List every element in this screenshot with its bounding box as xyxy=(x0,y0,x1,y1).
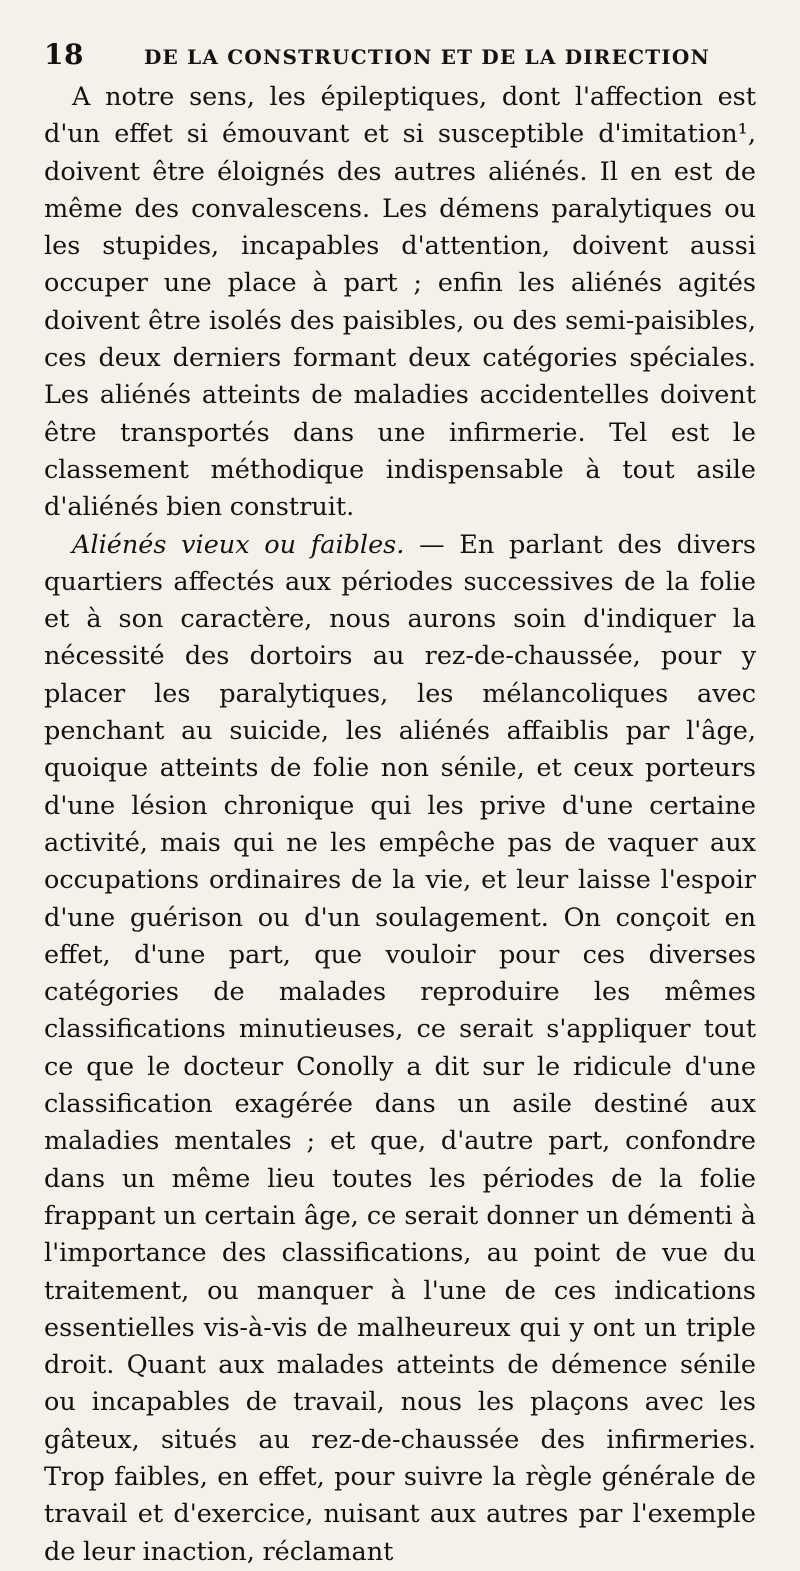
section-heading-aliénés-vieux: Aliénés vieux ou faibles. xyxy=(72,529,405,560)
paragraph-2 xyxy=(44,527,756,1571)
page-number: 18 xyxy=(44,38,84,71)
paragraph-1: A notre sens, les épileptiques, dont l'affection est d'un effet si émouvant et si susceptible d'imitation¹, doivent être éloignés des autres aliénés. Il en est de même des convalescens. Les démens paralytiques ou les stupides, incapables d'attention, doivent aussi occuper une place à part ; enfin les aliénés agités doivent être isolés des paisibles, ou des semi-paisibles, ces deux derniers formant deux catégories spéciales. Les aliénés atteints de maladies accidentelles doivent être transportés dans une infirmerie. Tel est le classement méthodique indispensable à tout asile d'aliénés bien construit. xyxy=(44,82,756,523)
body-text xyxy=(44,79,756,1571)
paragraph-2-body: — En parlant des divers quartiers affectés aux périodes successives de la folie et à son caractère, nous aurons soin d'indiquer la nécessité des dortoirs au rez-de-chaussée, pour y placer les paralytiques, les mélancoliques avec penchant au suicide, les aliénés affaiblis par l'âge, quoique atteints de folie non sénile, et ceux porteurs d'une lésion chronique qui les prive d'une certaine activité, mais qui ne les empêche pas de vaquer aux occupations ordinaires de la vie, et leur laisse l'espoir d'une guérison ou d'un soulagement. On conçoit en effet, d'une part, que vouloir pour ces diverses catégories de malades reproduire les mêmes classifications minutieuses, ce serait s'appliquer tout ce que le docteur Conolly a dit sur le ridicule d'une classification exagérée dans un asile destiné aux maladies mentales ; et que, d'autre part, confondre dans un même lieu toutes les périodes de la folie frappant un certain âge, ce serait donner un démenti à l'importance des classifications, au point de vue du traitement, ou manquer à l'une de ces indications essentielles vis-à-vis de malheureux qui y ont un triple droit. Quant aux malades atteints de démence sénile ou incapables de travail, nous les plaçons avec les gâteux, situés au rez-de-chaussée des infirmeries. Trop faibles, en effet, pour suivre la règle générale de travail et d'exercice, nuisant aux autres par l'exemple de leur inaction, réclamant xyxy=(44,529,756,1567)
running-title: DE LA CONSTRUCTION ET DE LA DIRECTION xyxy=(144,45,710,69)
running-header xyxy=(44,38,756,71)
